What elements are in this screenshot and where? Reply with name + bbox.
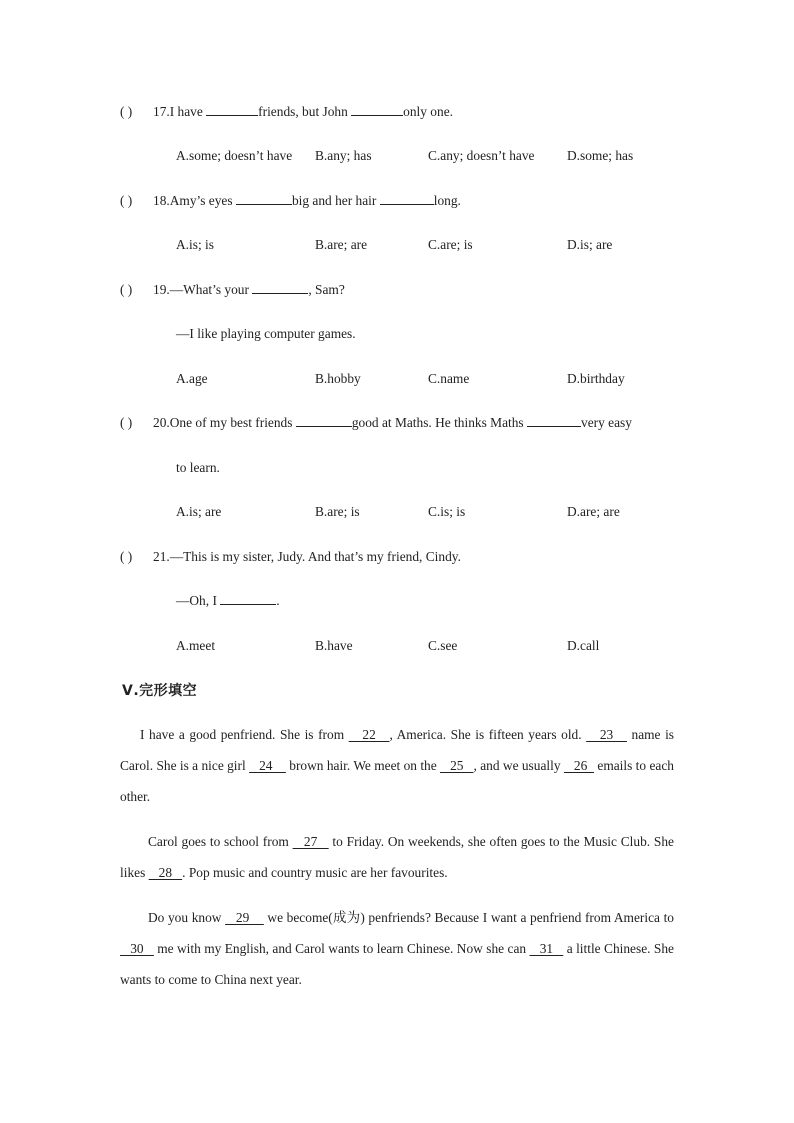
- answer-parenthesis: ( ): [120, 193, 133, 208]
- option-b: B.any; has: [315, 148, 372, 163]
- stem-continuation-line: [120, 458, 680, 478]
- dialogue-reply: —Oh, I .: [176, 593, 280, 608]
- options-row: [120, 502, 680, 522]
- option-a: A.some; doesn’t have: [176, 148, 293, 163]
- stem-continuation: to learn.: [176, 460, 220, 475]
- passage-paragraph-2: Carol goes to school from 27 to Friday. On weekends, she often goes to the Music Club. She likes 28 . Pop music and country music are her favourites.: [120, 834, 674, 880]
- cloze-blank-26: 26: [563, 758, 595, 773]
- cloze-blank-27: 27: [292, 834, 329, 849]
- cloze-blank-29: 29: [225, 910, 264, 925]
- option-c: C.is; is: [428, 504, 466, 519]
- passage-paragraph-3: Do you know 29 we become(成为) penfriends? Because I want a penfriend from America to 30 me with my English, and Carol wants to learn Chinese. Now she can 31 a little Chinese. She wants to come to China next year.: [120, 910, 674, 987]
- option-a: A.meet: [176, 638, 216, 653]
- option-b: B.are; are: [315, 237, 368, 252]
- option-b: B.hobby: [315, 371, 361, 386]
- option-a: A.is; is: [176, 237, 214, 252]
- options-row: [120, 636, 680, 656]
- question-stem: 20.One of my best friends good at Maths. He thinks Maths very easy: [153, 415, 632, 430]
- question-18: [120, 191, 680, 255]
- answer-blank: [527, 413, 581, 427]
- option-c: C.see: [428, 638, 458, 653]
- option-d: D.some; has: [567, 148, 634, 163]
- cloze-blank-28: 28: [148, 865, 183, 880]
- answer-blank: [252, 280, 308, 294]
- dialogue-reply: —I like playing computer games.: [176, 326, 356, 341]
- answer-blank: [206, 102, 258, 116]
- answer-blank: [220, 591, 276, 605]
- question-stem-line: [120, 191, 680, 211]
- passage-paragraph-1: I have a good penfriend. She is from 22 , America. She is fifteen years old. 23 name is Carol. She is a nice girl 24 brown hair. We meet on the 25 , and we usually 26 emails to each other.: [120, 727, 674, 804]
- answer-blank: [351, 102, 403, 116]
- cloze-blank-25: 25: [440, 758, 474, 773]
- answer-parenthesis: ( ): [120, 282, 133, 297]
- dialogue-reply-line: [120, 591, 680, 611]
- cloze-blank-24: 24: [249, 758, 286, 773]
- options-row: [120, 146, 680, 166]
- question-19: [120, 280, 680, 389]
- answer-blank: [380, 191, 434, 205]
- question-stem-line: [120, 102, 680, 122]
- option-d: D.birthday: [567, 371, 625, 386]
- question-stem: 17.I have friends, but John only one.: [153, 104, 453, 119]
- option-d: D.is; are: [567, 237, 613, 252]
- question-stem-line: [120, 280, 680, 300]
- question-stem: 19.—What’s your , Sam?: [153, 282, 345, 297]
- option-d: D.call: [567, 638, 600, 653]
- option-d: D.are; are: [567, 504, 620, 519]
- question-17: [120, 102, 680, 166]
- answer-parenthesis: ( ): [120, 549, 133, 564]
- option-b: B.are; is: [315, 504, 360, 519]
- option-a: A.age: [176, 371, 208, 386]
- option-a: A.is; are: [176, 504, 222, 519]
- cloze-blank-22: 22: [348, 727, 390, 742]
- question-stem-line: [120, 547, 680, 567]
- answer-parenthesis: ( ): [120, 415, 133, 430]
- options-row: [120, 369, 680, 389]
- option-c: C.name: [428, 371, 470, 386]
- question-stem: 21.—This is my sister, Judy. And that’s my friend, Cindy.: [153, 549, 461, 564]
- option-b: B.have: [315, 638, 353, 653]
- cloze-blank-23: 23: [586, 727, 627, 742]
- answer-blank: [296, 413, 352, 427]
- answer-parenthesis: ( ): [120, 104, 133, 119]
- option-c: C.any; doesn’t have: [428, 148, 535, 163]
- options-row: [120, 235, 680, 255]
- answer-blank: [236, 191, 292, 205]
- question-stem-line: [120, 413, 680, 433]
- question-stem: 18.Amy’s eyes big and her hair long.: [153, 193, 461, 208]
- cloze-blank-31: 31: [529, 941, 564, 956]
- option-c: C.are; is: [428, 237, 473, 252]
- question-20: [120, 413, 680, 522]
- question-21: [120, 547, 680, 656]
- dialogue-reply-line: [120, 324, 680, 344]
- section-title: Ⅴ.完形填空: [122, 683, 198, 699]
- cloze-blank-30: 30: [120, 941, 154, 956]
